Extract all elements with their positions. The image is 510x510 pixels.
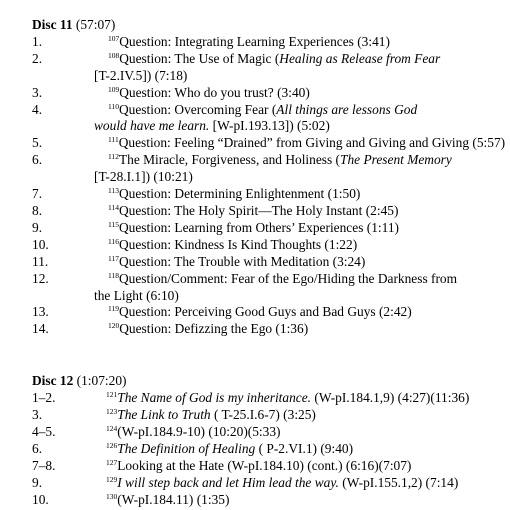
track-row: [32, 237, 510, 254]
track-number: 9.: [32, 474, 43, 490]
track-row: [32, 51, 510, 85]
track-row: [32, 254, 510, 271]
track-number: 10.: [32, 491, 49, 507]
disc-duration: (1:07:20): [76, 373, 127, 389]
footnote-marker: 118: [108, 270, 119, 280]
disc-heading: [32, 373, 510, 390]
track-title-text: Question: The Trouble with Meditation (3:24): [118, 253, 366, 269]
track-title-text: Question: The Holy Spirit—The Holy Instant (2:45): [118, 202, 399, 218]
footnote-marker: 126: [106, 440, 118, 450]
track-cited-title: would have me learn.: [94, 118, 210, 134]
track-number: 13.: [32, 304, 49, 320]
disc-title: Disc 12: [32, 373, 74, 389]
track-title-text: Question: Determining Enlightenment (1:50): [118, 186, 361, 202]
track-title-continuation: [84, 68, 510, 85]
track-number: 6.: [32, 152, 43, 168]
track-row: [32, 304, 510, 321]
track-title-text: (W-pI.184.11) (1:35): [117, 491, 230, 507]
track-number: 14.: [32, 321, 49, 337]
footnote-marker: 112: [108, 152, 119, 162]
track-title-text: Question: Integrating Learning Experiences (3:41): [119, 33, 390, 49]
track-row: [32, 407, 510, 424]
track-title-text: Question: Who do you trust? (3:40): [119, 84, 310, 100]
track-title-text: Question: Feeling “Drained” from Giving and Giving and Giving (5:57): [118, 135, 506, 151]
disc-12-section: [32, 373, 510, 508]
track-row: [32, 203, 510, 220]
track-row: [32, 271, 510, 305]
footnote-marker: 115: [108, 219, 119, 229]
footnote-marker: 107: [108, 33, 120, 43]
track-number: 3.: [32, 407, 43, 423]
track-row: [32, 152, 510, 186]
track-title-text: Question: Defizzing the Ego (1:36): [119, 321, 309, 337]
section-gap: [32, 338, 510, 373]
track-number: 12.: [32, 270, 49, 286]
track-title-text: [T-2.IV.5]) (7:18): [94, 67, 188, 83]
track-title-continuation: [84, 118, 510, 135]
track-row: [32, 441, 510, 458]
track-cited-title: The Present Memory: [340, 152, 452, 168]
track-title-text: ( P-2.VI.1) (9:40): [255, 440, 354, 456]
track-title-continuation: [84, 169, 510, 186]
track-title-text: [W-pI.193.13]) (5:02): [209, 118, 330, 134]
footnote-marker: 114: [108, 202, 119, 212]
track-cited-title: The Definition of Healing: [117, 440, 256, 456]
track-cited-title: All things are lessons God: [276, 101, 418, 117]
track-row: [32, 102, 510, 136]
track-row: [32, 424, 510, 441]
track-number: 5.: [32, 135, 43, 151]
track-list: [32, 34, 510, 338]
track-number: 4–5.: [32, 423, 56, 439]
footnote-marker: 127: [106, 457, 118, 467]
track-title-text: Question: Learning from Others’ Experiences (1:11): [118, 219, 399, 235]
track-number: 1–2.: [32, 390, 56, 406]
footnote-marker: 110: [108, 101, 119, 111]
track-title-text: [T-28.I.1]) (10:21): [94, 169, 193, 185]
track-title-text: (W-pI.155.1,2) (7:14): [338, 474, 459, 490]
track-row: [32, 492, 510, 509]
disc-duration: (57:07): [75, 17, 116, 32]
track-row: [32, 458, 510, 475]
track-row: [32, 135, 510, 152]
track-title-text: Question: Perceiving Good Guys and Bad Guys (2:42): [118, 304, 412, 320]
track-number: 7–8.: [32, 457, 56, 473]
disc-heading: [32, 17, 510, 34]
track-number: 7.: [32, 186, 43, 202]
footnote-marker: 117: [108, 253, 119, 263]
footnote-marker: 111: [108, 135, 119, 145]
track-number: 9.: [32, 219, 43, 235]
track-title-text: Question/Comment: Fear of the Ego/Hiding the Darkness from: [118, 270, 458, 286]
track-row: [32, 34, 510, 51]
track-cited-title: The Link to Truth: [117, 407, 211, 423]
track-title-text: ( T-25.I.6-7) (3:25): [210, 407, 316, 423]
disc-11-section: [32, 17, 510, 338]
track-row: [32, 220, 510, 237]
track-row: [32, 186, 510, 203]
track-title-text: Looking at the Hate (W-pI.184.10) (cont.) (6:16)(7:07): [117, 457, 412, 473]
footnote-marker: 124: [106, 423, 118, 433]
track-row: [32, 321, 510, 338]
footnote-marker: 120: [108, 321, 120, 331]
disc-title: Disc 11: [32, 17, 73, 32]
track-number: 4.: [32, 101, 43, 117]
track-title-text: the Light (6:10): [94, 287, 179, 303]
track-number: 8.: [32, 202, 43, 218]
track-number: 11.: [32, 253, 49, 269]
track-title-text: (W-pI.184.9-10) (10:20)(5:33): [117, 423, 281, 439]
footnote-marker: 129: [106, 474, 118, 484]
track-row: [32, 475, 510, 492]
track-number: 2.: [32, 50, 43, 66]
footnote-marker: 113: [108, 186, 119, 196]
track-number: 1.: [32, 33, 43, 49]
footnote-marker: 109: [108, 84, 120, 94]
footnote-marker: 119: [108, 304, 119, 314]
track-number: 10.: [32, 236, 49, 252]
track-title-text: Question: Overcoming Fear (: [118, 101, 277, 117]
footnote-marker: 130: [106, 491, 118, 501]
footnote-marker: 121: [106, 390, 118, 400]
footnote-marker: 108: [108, 50, 120, 60]
track-number: 6.: [32, 440, 43, 456]
track-row: [32, 390, 510, 407]
track-cited-title: The Name of God is my inheritance.: [117, 390, 312, 406]
footnote-marker: 116: [108, 236, 119, 246]
track-row: [32, 85, 510, 102]
track-title-text: (W-pI.184.1,9) (4:27)(11:36): [311, 390, 470, 406]
track-title-continuation: [84, 288, 510, 305]
track-cited-title: I will step back and let Him lead the way.: [117, 474, 339, 490]
track-title-text: Question: Kindness Is Kind Thoughts (1:22): [118, 236, 358, 252]
track-number: 3.: [32, 84, 43, 100]
footnote-marker: 123: [106, 407, 118, 417]
track-title-text: Question: The Use of Magic (: [119, 50, 280, 66]
track-list: [32, 390, 510, 508]
track-cited-title: Healing as Release from Fear: [279, 50, 441, 66]
track-title-text: The Miracle, Forgiveness, and Holiness (: [118, 152, 341, 168]
